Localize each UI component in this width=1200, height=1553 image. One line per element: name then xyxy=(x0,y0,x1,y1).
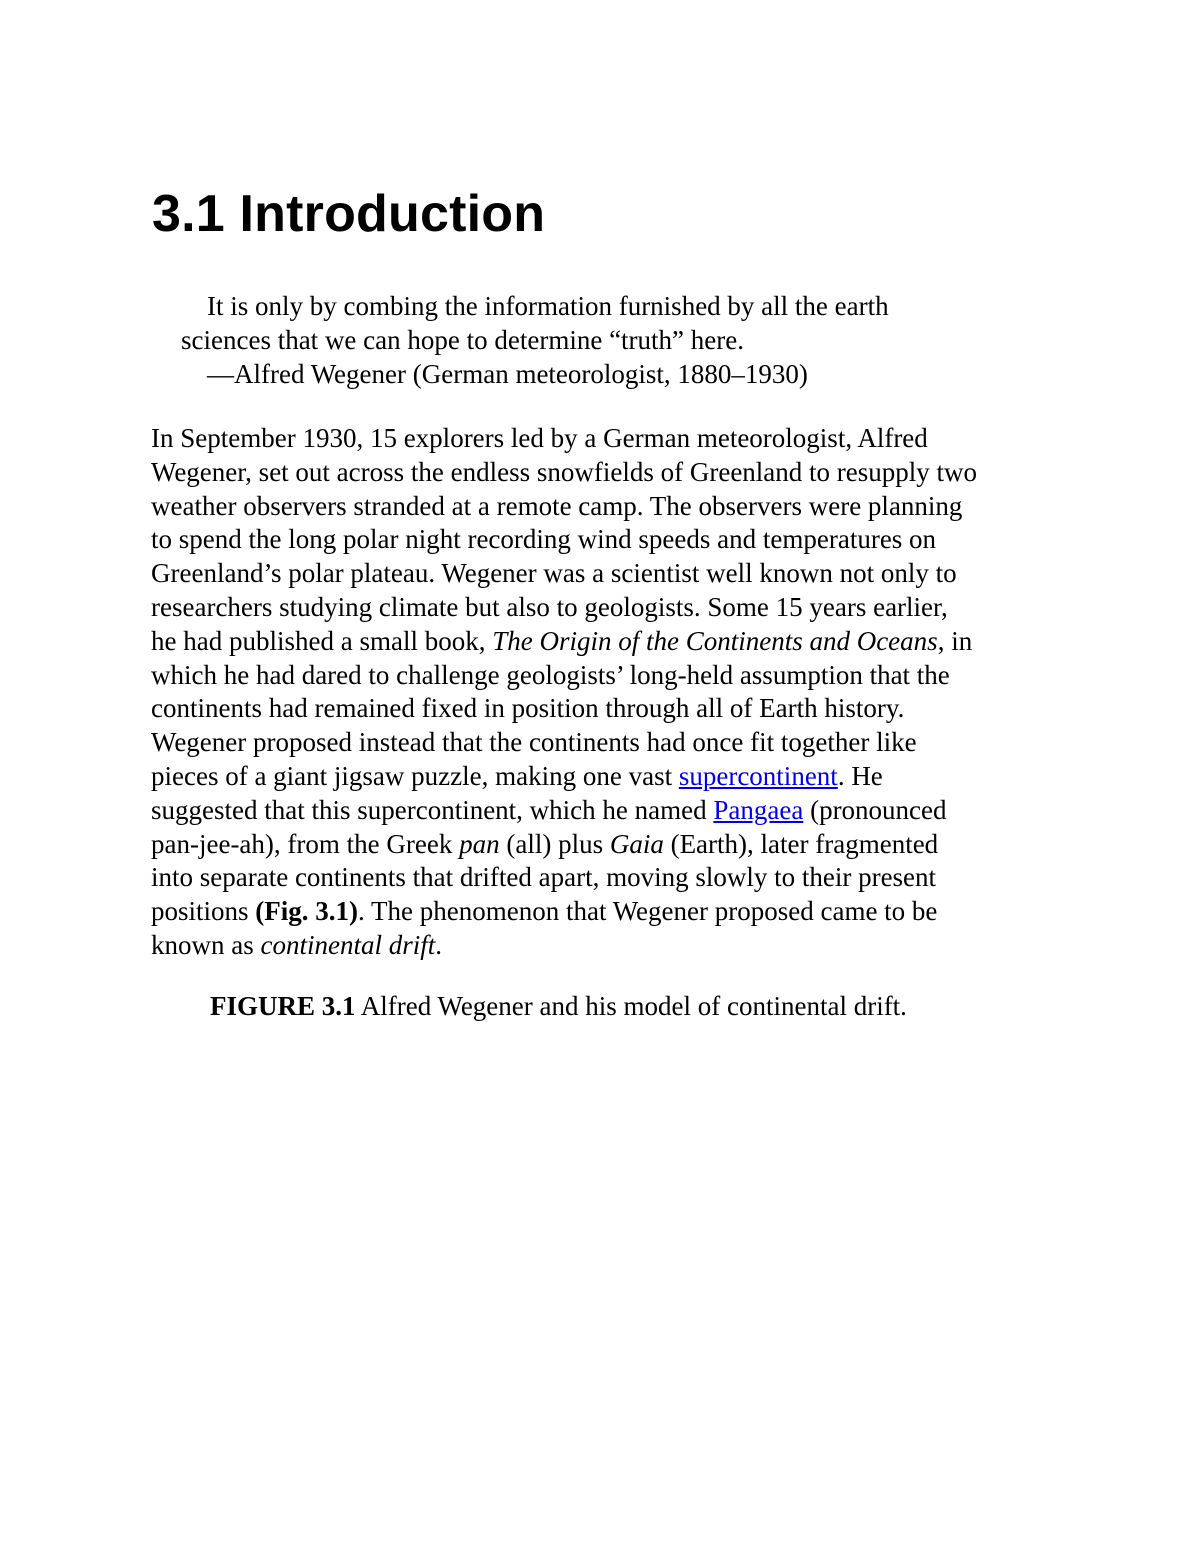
pangaea-link[interactable]: Pangaea xyxy=(713,794,804,825)
text-line: In September 1930, 15 explorers led by a German meteorologist, Alfred xyxy=(151,423,928,453)
text-segment: pan-jee-ah), from the Greek xyxy=(151,828,460,859)
figure-caption-text: Alfred Wegener and his model of continental drift. xyxy=(355,991,907,1021)
epigraph-line: It is only by combing the information furnished by all the earth xyxy=(207,291,889,321)
text-segment: positions xyxy=(151,896,256,927)
section-heading: 3.1 Introduction xyxy=(152,185,546,243)
key-term: continental drift xyxy=(260,929,436,960)
text-line xyxy=(151,625,1056,659)
greek-term-pan: pan xyxy=(459,828,500,859)
book-title: The Origin of the Continents and Oceans xyxy=(492,625,938,656)
figure-caption xyxy=(210,990,907,1024)
text-segment: . The phenomenon that Wegener proposed came to be xyxy=(358,896,938,927)
text-segment: (all) plus xyxy=(499,828,610,859)
text-line xyxy=(151,895,1056,929)
text-segment: (pronounced xyxy=(803,794,947,825)
text-line: into separate continents that drifted apart, moving slowly to their present xyxy=(151,862,937,893)
epigraph xyxy=(181,290,1001,391)
text-line: Wegener proposed instead that the continents had once fit together like xyxy=(151,727,917,758)
text-line: Greenland’s polar plateau. Wegener was a scientist well known not only to xyxy=(151,558,957,589)
figure-reference: (Fig. 3.1) xyxy=(255,896,359,927)
text-line xyxy=(151,929,1056,963)
text-segment: he had published a small book, xyxy=(151,625,493,656)
epigraph-line: sciences that we can hope to determine “truth” here. xyxy=(181,324,744,355)
text-line: researchers studying climate but also to geologists. Some 15 years earlier, xyxy=(151,591,948,622)
epigraph-attribution: —Alfred Wegener (German meteorologist, 1880–1930) xyxy=(207,358,808,389)
greek-term-gaia: Gaia xyxy=(609,828,664,859)
text-segment: . xyxy=(435,929,442,960)
text-line: which he had dared to challenge geologists’ long-held assumption that the xyxy=(151,659,950,690)
text-segment: pieces of a giant jigsaw puzzle, making one vast xyxy=(151,760,679,791)
text-line xyxy=(151,828,1056,862)
text-line xyxy=(151,760,1056,794)
supercontinent-link[interactable]: supercontinent xyxy=(678,760,838,791)
text-segment: suggested that this supercontinent, which he named xyxy=(151,794,714,825)
text-line: continents had remained fixed in position through all of Earth history. xyxy=(151,693,905,724)
text-segment: (Earth), later fragmented xyxy=(663,828,939,859)
text-segment: , in xyxy=(937,625,973,656)
text-line: Wegener, set out across the endless snowfields of Greenland to resupply two xyxy=(151,456,978,487)
text-line: weather observers stranded at a remote camp. The observers were planning xyxy=(151,490,963,521)
body-paragraph xyxy=(151,422,1056,963)
figure-label: FIGURE 3.1 xyxy=(210,991,356,1021)
text-segment: known as xyxy=(151,929,261,960)
text-segment: . He xyxy=(837,760,883,791)
text-line xyxy=(151,794,1056,828)
text-line: to spend the long polar night recording wind speeds and temperatures on xyxy=(151,524,937,555)
